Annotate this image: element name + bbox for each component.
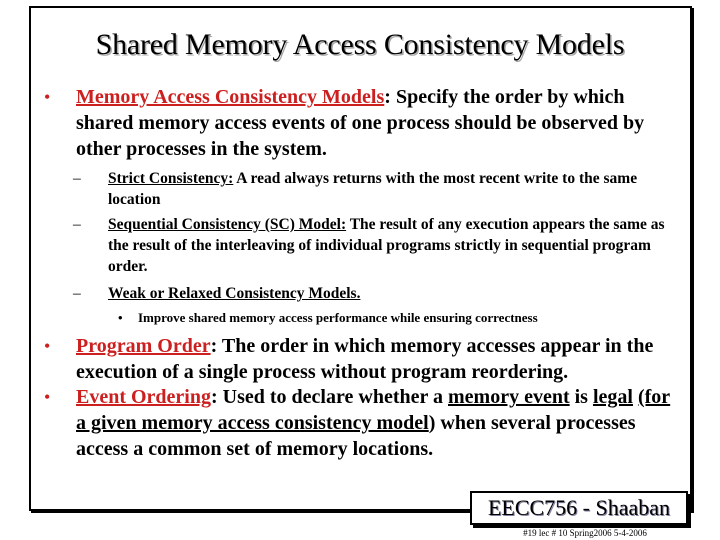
subbullet-text: [108, 214, 681, 277]
course-badge: [470, 491, 688, 525]
dash-symbol: –: [73, 216, 81, 233]
bullet-body: : The order in which memory accesses appear in the execution of a single process without program reordering.: [76, 335, 654, 383]
subbullet-text: [108, 168, 681, 210]
bullet-text: [76, 84, 659, 162]
bullet-text: [76, 384, 674, 462]
subbullet-term: Sequential Consistency (SC) Model:: [108, 216, 347, 233]
bullet-body: : Specify the order by which shared memory access events of one process should be observed by other processes in the system.: [76, 86, 645, 160]
bullet-body-a: : Used to declare whether a: [211, 386, 448, 408]
subbullet-text: [108, 283, 681, 304]
subbullet-term: Weak or Relaxed Consistency Models.: [108, 285, 361, 302]
bullet-dot: •: [44, 336, 51, 356]
slide-footer: #19 lec # 10 Spring2006 5-4-2006: [523, 528, 647, 538]
bullet-event-ordering: [44, 384, 674, 462]
bullet-term: Program Order: [76, 335, 211, 357]
course-badge-label: EECC756 - Shaaban: [487, 495, 671, 520]
subsub-bullet-improve-performance: [118, 309, 678, 327]
subsub-text: Improve shared memory access performance while ensuring correctness: [138, 310, 538, 325]
underlined-given-model: (for a given memory access consistency model: [76, 386, 671, 434]
dash-symbol: –: [73, 170, 81, 187]
subsub-dot: •: [118, 310, 123, 325]
bullet-dot: •: [44, 87, 51, 107]
subbullet-weak-consistency: [71, 283, 681, 304]
subbullet-strict-consistency: [71, 168, 681, 210]
bullet-term: Memory Access Consistency Models: [76, 86, 385, 108]
bullet-dot: •: [44, 387, 51, 407]
slide-title: Shared Memory Access Consistency Models: [95, 28, 625, 61]
bullet-memory-access-consistency-models: [44, 84, 659, 162]
subbullet-term: Strict Consistency:: [108, 170, 234, 187]
bullet-program-order: [44, 333, 674, 385]
dash-symbol: –: [73, 285, 81, 302]
bullet-text: [76, 333, 674, 385]
subbullet-body: A read always returns with the most recent write to the same location: [108, 170, 638, 208]
bullet-term: Event Ordering: [76, 386, 211, 408]
bullet-body-d: ) when several processes access a common set of memory locations.: [76, 412, 636, 460]
underlined-legal: legal: [592, 386, 633, 408]
underlined-memory-event: memory event: [448, 386, 570, 408]
subbullet-sequential-consistency: [71, 214, 681, 277]
bullet-body-b: is: [569, 386, 593, 408]
subbullet-body: The result of any execution appears the same as the result of the interleaving of individual programs strictly in sequential program order.: [108, 216, 665, 275]
